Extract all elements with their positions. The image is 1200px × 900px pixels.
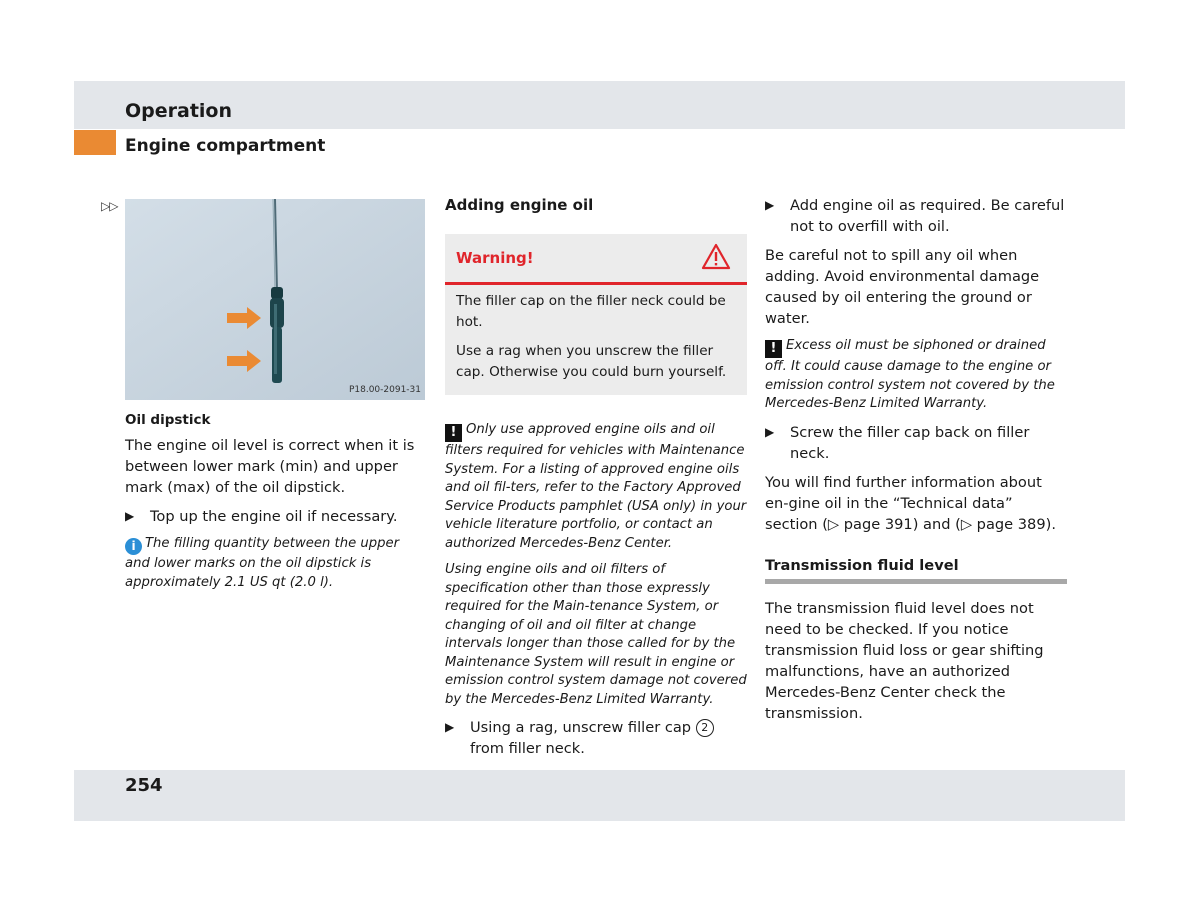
caution-icon: ! xyxy=(445,424,462,442)
top-up-step xyxy=(125,506,427,527)
section-title: Operation xyxy=(125,100,233,122)
continued-mark: ▷▷ xyxy=(101,199,118,213)
add-oil-step-text: Add engine oil as required. Be careful not to overfill with oil. xyxy=(790,197,1065,235)
unscrew-step-pre: Using a rag, unscrew filler cap xyxy=(470,719,692,736)
add-oil-step xyxy=(765,195,1067,237)
screw-cap-step-text: Screw the filler cap back on filler neck. xyxy=(790,423,1030,462)
bullet-triangle-icon: ▶ xyxy=(765,198,775,212)
warning-line-2: Use a rag when you unscrew the filler cap. Otherwise you could burn yourself. xyxy=(456,343,727,380)
dipstick-illustration xyxy=(125,199,425,400)
spill-paragraph: Be careful not to spill any oil when adding. Avoid environmental damage caused by oil entering the ground or water. xyxy=(765,247,1040,327)
bullet-triangle-icon: ▶ xyxy=(765,424,775,439)
transmission-paragraph: The transmission fluid level does not need to be checked. If you notice transmission fluid loss or gear shifting malfunctions, have an authorized Mercedes-Benz Center check the transmission. xyxy=(765,599,1044,722)
excess-oil-note-text: Excess oil must be siphoned or drained off. It could cause damage to the engine or emission control system not covered by the Mercedes-Benz Limited Warranty. xyxy=(765,338,1055,411)
caution-icon: ! xyxy=(765,340,782,358)
oil-level-paragraph: The engine oil level is correct when it is between lower mark (min) and upper mark (max) of the oil dipstick. xyxy=(125,437,415,496)
photo-reference-code: P18.00-2091-31 xyxy=(348,385,421,395)
column-1 xyxy=(125,410,427,600)
approved-oils-note xyxy=(445,421,747,553)
column-2 xyxy=(445,195,747,767)
unscrew-step-post: from filler neck. xyxy=(470,740,585,757)
footer-band xyxy=(74,770,1125,821)
screw-cap-step xyxy=(765,422,1067,464)
page-number: 254 xyxy=(125,775,163,796)
warning-line-1: The filler cap on the filler neck could be hot. xyxy=(456,293,726,330)
warning-header xyxy=(445,234,747,285)
warning-triangle-icon xyxy=(701,243,731,270)
unscrew-cap-step-text xyxy=(470,719,714,757)
warning-body xyxy=(445,285,747,395)
unscrew-cap-step xyxy=(445,717,747,759)
warning-title: Warning! xyxy=(456,249,534,267)
bullet-triangle-icon: ▶ xyxy=(125,509,135,523)
approved-oils-note-text: Only use approved engine oils and oil filters required for vehicles with Maintenance System. For a listing of approved engine oils and oil fil-ters, refer to the Factory Approved Service Products pamphlet (USA only) in your vehicle literature portfolio, or contact an authorized Mercedes-Benz Center. xyxy=(445,422,747,551)
excess-oil-note xyxy=(765,337,1067,414)
transmission-fluid-heading: Transmission fluid level xyxy=(765,555,1067,584)
further-info-paragraph: You will find further information about en-gine oil in the “Technical data” section (▷ page 391) and (▷ page 389). xyxy=(765,473,1056,533)
info-note-text: The filling quantity between the upper and lower marks on the oil dipstick is approximately 2.1 US qt (2.0 l). xyxy=(125,536,400,590)
subsection-title: Engine compartment xyxy=(125,136,326,156)
column-3 xyxy=(765,195,1067,732)
photo-caption: Oil dipstick xyxy=(125,412,211,428)
section-tab-marker xyxy=(74,130,116,155)
oil-dipstick-photo xyxy=(125,199,425,400)
warning-box xyxy=(445,234,747,395)
filler-cap-callout-number: 2 xyxy=(696,719,714,737)
adding-oil-heading: Adding engine oil xyxy=(445,196,594,214)
top-up-step-text: Top up the engine oil if necessary. xyxy=(150,508,398,525)
info-icon: i xyxy=(125,538,142,555)
info-note xyxy=(125,535,427,592)
specification-note: Using engine oils and oil filters of specification other than those expressly required for the Main-tenance System, or changing of oil and oil filter at change intervals longer than those called for by the Maintenance System will result in engine or emission control system damage not covered by the Mercedes-Benz Limited Warranty. xyxy=(445,562,747,707)
bullet-triangle-icon: ▶ xyxy=(445,720,455,734)
